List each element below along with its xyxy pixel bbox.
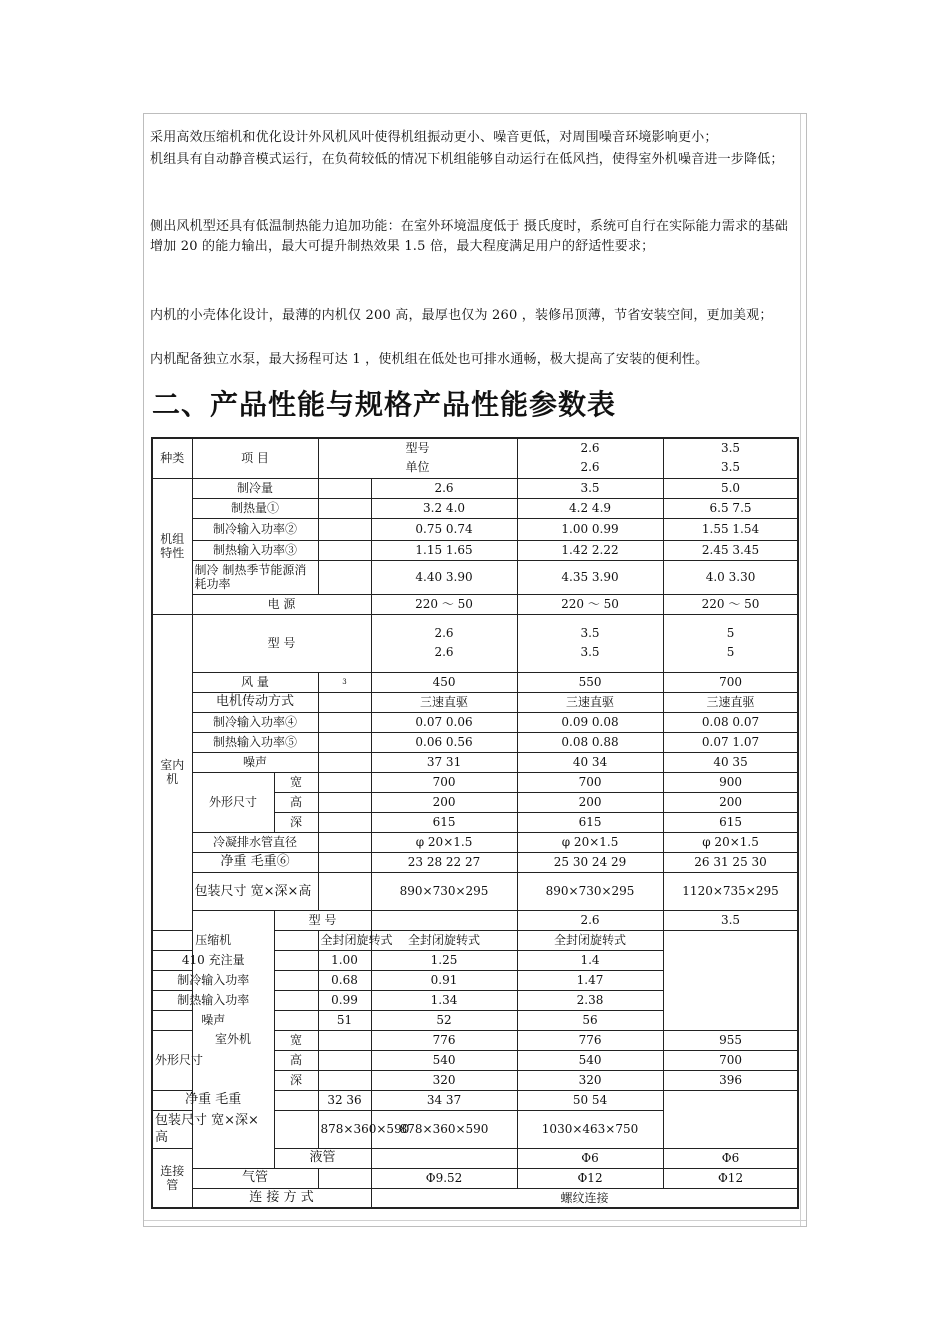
table-row: 包装尺寸 宽×深×高 878×360×590 878×360×590 1030×463×750 bbox=[152, 1110, 798, 1148]
table-row: 包装尺寸 宽×深×高 890×730×295 890×730×295 1120×735×295 bbox=[152, 872, 798, 910]
table-row: 冷凝排水管直径 φ 20×1.5 φ 20×1.5 φ 20×1.5 bbox=[152, 832, 798, 852]
table-row: 电机传动方式 三速直驱 三速直驱 三速直驱 bbox=[152, 692, 798, 712]
header-unit-label: 单位 bbox=[405, 460, 430, 475]
table-row: 410 充注量 1.00 1.25 1.4 bbox=[152, 950, 798, 970]
table-row: 连 接 方 式 螺纹连接 bbox=[152, 1188, 798, 1208]
paragraph-1: 采用高效压缩机和优化设计外风机风叶使得机组振动更小、噪音更低，对周围噪音环境影响更小； bbox=[150, 130, 718, 145]
table-row: 噪声 51 52 56 bbox=[152, 1010, 798, 1030]
header-category: 种类 bbox=[152, 438, 192, 478]
pipes-section-label: 连接管 bbox=[152, 1148, 192, 1208]
table-row: 风 量 3 450 550 700 bbox=[152, 672, 798, 692]
paragraph-3: 侧出风机型还具有低温制热能力追加功能：在室外环境温度低于 摄氏度时，系统可自行在实际能力需求的基础增加 20 的能力输出，最大可提升制热效果 1.5 倍，最大程度满足用户的舒适性要求； bbox=[150, 219, 788, 254]
unit-section-label: 机组特性 bbox=[152, 478, 192, 614]
table-row: 压缩机 全封闭旋转式 全封闭旋转式 全封闭旋转式 bbox=[152, 930, 798, 950]
table-row: 制热输入功率⑤ 0.06 0.56 0.08 0.88 0.07 1.07 bbox=[152, 732, 798, 752]
table-row: 高 200 200 200 bbox=[152, 792, 798, 812]
section-heading: 二、产品性能与规格产品性能参数表 bbox=[152, 388, 617, 421]
paragraph-5: 内机配备独立水泵，最大扬程可达 1 ，使机组在低处也可排水通畅，极大提高了安装的便利性。 bbox=[150, 352, 709, 367]
table-row: 电 源 220 ～ 50 220 ～ 50 220 ～ 50 bbox=[152, 594, 798, 614]
table-row: 净重 毛重⑥ 23 28 22 27 25 30 24 29 26 31 25 30 bbox=[152, 852, 798, 872]
header-model-label: 型号 bbox=[405, 441, 430, 456]
header-item: 项 目 bbox=[192, 438, 318, 478]
outdoor-section-label: 室外机 bbox=[192, 910, 274, 1168]
table-row: 净重 毛重 32 36 34 37 50 54 bbox=[152, 1090, 798, 1110]
table-row: 高 540 540 700 bbox=[152, 1050, 798, 1070]
frame-shadow-bottom bbox=[144, 1220, 806, 1221]
spec-table bbox=[151, 437, 799, 1209]
paragraph-4: 内机的小壳体化设计，最薄的内机仅 200 高，最厚也仅为 260 ，装修吊顶薄，节省安装空间，更加美观； bbox=[150, 308, 773, 323]
paragraph-2: 机组具有自动静音模式运行，在负荷较低的情况下机组能够自动运行在低风挡，使得室外机噪音进一步降低； bbox=[150, 152, 784, 167]
table-row: 外形尺寸 宽 700 700 900 bbox=[152, 772, 798, 792]
table-row: 噪声 37 31 40 34 40 35 bbox=[152, 752, 798, 772]
table-row: 深 320 320 396 bbox=[152, 1070, 798, 1090]
header-model-1: 2.6 2.6 bbox=[517, 438, 663, 478]
header-model-unit bbox=[318, 438, 517, 478]
table-row: 制热量① 3.2 4.0 4.2 4.9 6.5 7.5 bbox=[152, 498, 798, 518]
frame-shadow-right bbox=[800, 114, 801, 1226]
table-row: 外形尺寸 宽 776 776 955 bbox=[152, 1030, 798, 1050]
table-row: 制冷 制热季节能源消耗功率 4.40 3.90 4.35 3.90 4.0 3.30 bbox=[152, 560, 798, 594]
header-model-2: 3.5 3.5 bbox=[663, 438, 798, 478]
indoor-section-label: 室内机 bbox=[152, 614, 192, 930]
table-row: 制冷输入功率② 0.75 0.74 1.00 0.99 1.55 1.54 bbox=[152, 518, 798, 540]
table-row: 气管 Φ9.52 Φ12 Φ12 bbox=[152, 1168, 798, 1188]
table-row: 制热输入功率③ 1.15 1.65 1.42 2.22 2.45 3.45 bbox=[152, 540, 798, 560]
table-row: 机组特性 制冷量 2.6 3.5 5.0 bbox=[152, 478, 798, 498]
table-row: 室内机 型 号 2.6 2.6 3.5 3.5 5 5 bbox=[152, 614, 798, 672]
table-row: 深 615 615 615 bbox=[152, 812, 798, 832]
table-row: 制冷输入功率 0.68 0.91 1.47 bbox=[152, 970, 798, 990]
table-row: 制热输入功率 0.99 1.34 2.38 bbox=[152, 990, 798, 1010]
table-row: 连接管 液管 Φ6 Φ6 bbox=[152, 1148, 798, 1168]
table-row: 制冷输入功率④ 0.07 0.06 0.09 0.08 0.08 0.07 bbox=[152, 712, 798, 732]
header-row bbox=[152, 438, 798, 478]
table-row: 室外机 型 号 2.6 3.5 bbox=[152, 910, 798, 930]
